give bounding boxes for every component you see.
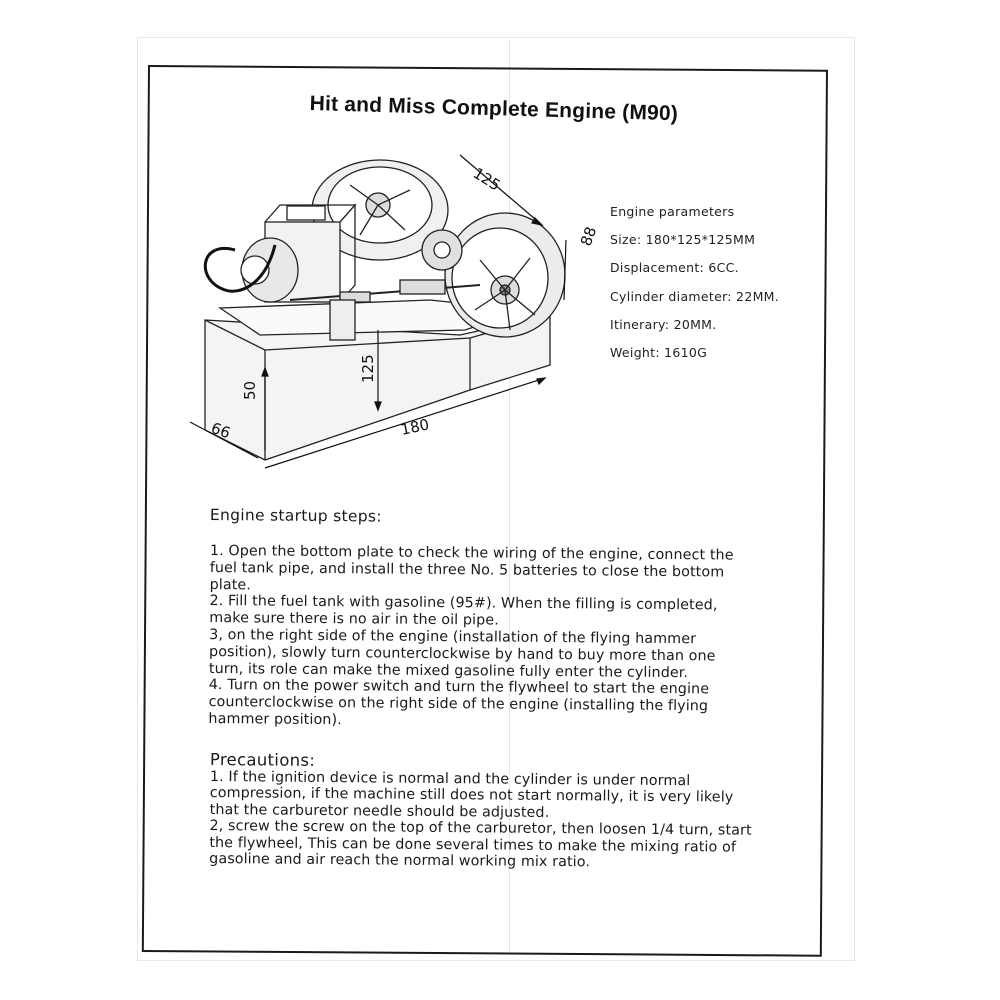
dimension-length: 180 bbox=[399, 415, 431, 439]
parameter-itinerary: Itinerary: 20MM. bbox=[610, 316, 717, 332]
startup-line: make sure there is no air in the oil pipe. bbox=[209, 610, 499, 629]
engine-diagram bbox=[180, 150, 601, 470]
startup-line: fuel tank pipe, and install the three No. 5 batteries to close the bottom bbox=[209, 559, 725, 581]
dimension-wheel: 88 bbox=[576, 224, 601, 249]
startup-line: turn, its role can make the mixed gasoline fully enter the cylinder. bbox=[208, 660, 689, 681]
parameter-size: Size: 180*125*125MM bbox=[610, 232, 756, 248]
precaution-line: compression, if the machine still does not start normally, it is very likely bbox=[209, 785, 734, 806]
precaution-line: the flywheel, This can be done several times to make the mixing ratio of bbox=[209, 834, 737, 856]
engine-parameters bbox=[610, 198, 779, 367]
startup-line: hammer position). bbox=[208, 710, 342, 729]
precaution-line: 1. If the ignition device is normal and the cylinder is under normal bbox=[209, 769, 691, 790]
startup-line: 4. Turn on the power switch and turn the flywheel to start the engine bbox=[208, 677, 710, 698]
precautions-heading: Precautions: bbox=[209, 750, 316, 770]
startup-steps bbox=[208, 543, 820, 733]
startup-line: 3, on the right side of the engine (installation of the flying hammer bbox=[209, 626, 697, 648]
startup-heading: Engine startup steps: bbox=[209, 506, 382, 526]
precaution-line: 2, screw the screw on the top of the carburetor, then loosen 1/4 turn, start bbox=[209, 818, 752, 839]
parameters-heading: Engine parameters bbox=[610, 204, 735, 219]
parameter-cylinder-diameter: Cylinder diameter: 22MM. bbox=[610, 288, 780, 304]
precaution-line: gasoline and air reach the normal working mix ratio. bbox=[209, 851, 591, 871]
precaution-line: that the carburetor needle should be adjusted. bbox=[209, 801, 550, 821]
parameter-weight: Weight: 1610G bbox=[610, 345, 708, 361]
precautions-list bbox=[209, 769, 830, 873]
dimension-base-height: 50 bbox=[241, 380, 259, 400]
startup-line: 1. Open the bottom plate to check the wiring of the engine, connect the bbox=[209, 543, 734, 564]
startup-line: position), slowly turn counterclockwise by hand to buy more than one bbox=[208, 643, 716, 665]
startup-line: plate. bbox=[209, 576, 252, 593]
parameter-displacement: Displacement: 6CC. bbox=[610, 260, 739, 276]
startup-line: counterclockwise on the right side of the engine (installing the flying bbox=[208, 694, 709, 715]
dimension-height: 125 bbox=[359, 354, 377, 383]
startup-line: 2. Fill the fuel tank with gasoline (95#). When the filling is completed, bbox=[209, 593, 718, 614]
dimension-depth: 125 bbox=[469, 164, 504, 195]
dimension-base-depth: 66 bbox=[208, 418, 233, 443]
document-title: Hit and Miss Complete Engine (M90) bbox=[309, 92, 679, 126]
